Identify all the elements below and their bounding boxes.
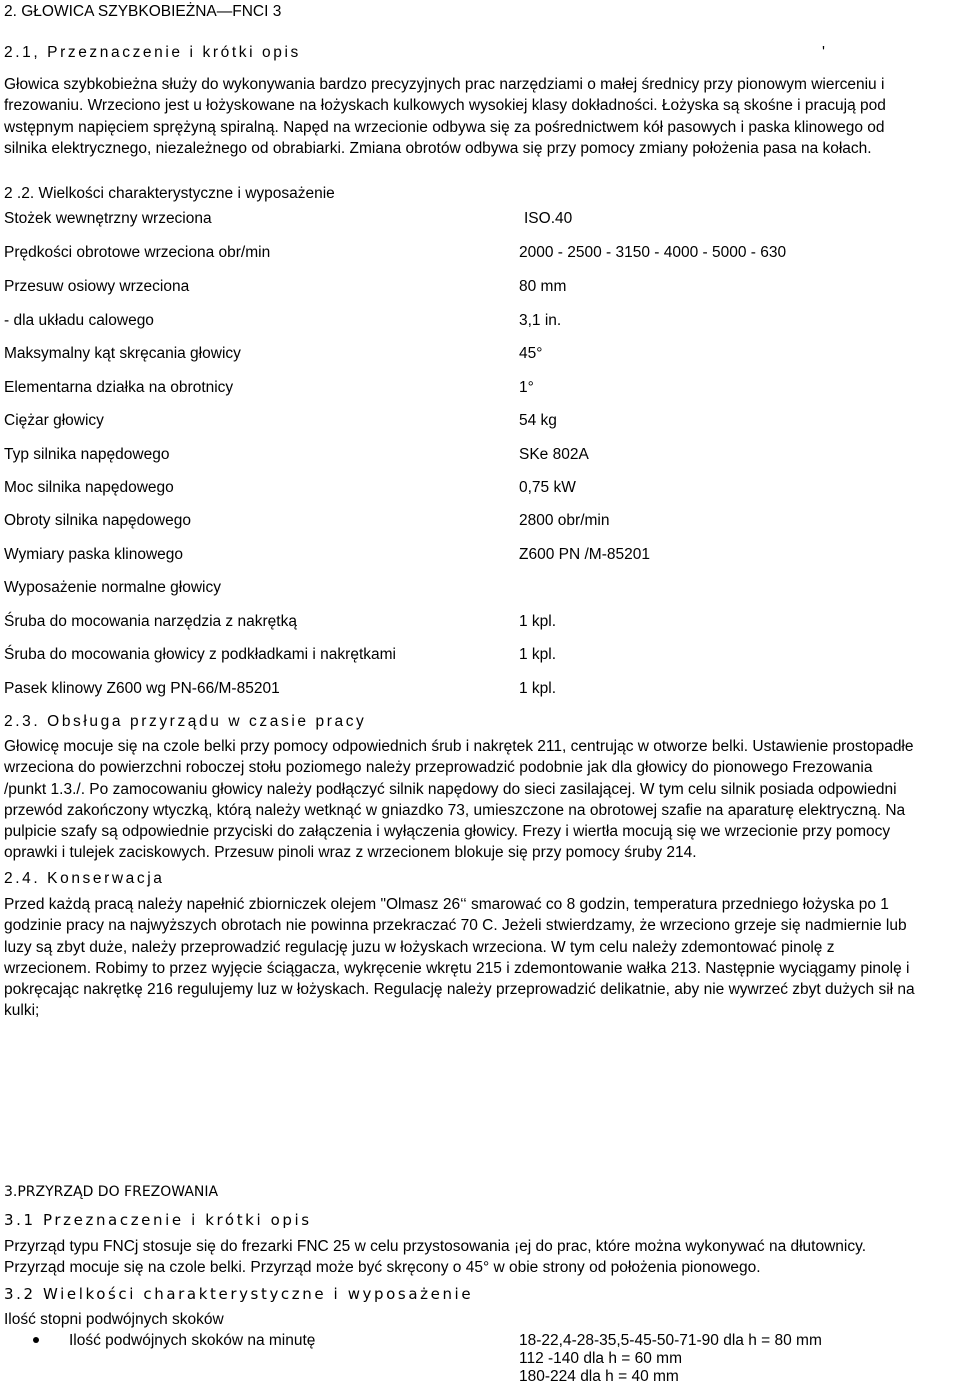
spec-label: Stożek wewnętrzny wrzeciona xyxy=(4,210,212,227)
section-heading-3: 3.PRZYRZĄD DO FREZOWANIA xyxy=(4,1184,219,1200)
spec-label: Typ silnika napędowego xyxy=(4,446,170,463)
section-title-3-2: 3.2 Wielkości charakterystyczne i wyposażenie xyxy=(4,1285,474,1303)
spec-value: 2000 - 2500 - 3150 - 4000 - 5000 - 630 xyxy=(519,244,787,261)
spec-label: Moc silnika napędowego xyxy=(4,479,174,496)
bullet-label: Ilość podwójnych skoków na minutę xyxy=(69,1332,316,1349)
spec-value: 1° xyxy=(519,379,534,396)
section-body-2-4: Przed każdą pracą należy napełnić zbiorniczek olejem "Olmasz 26‘‘ smarować co 8 godzin, temperatura przedniego łożyska po 1 godzinie pracy na najwyższych obrotach nie powinna przekraczać 70 C. Jeżeli stwierdzamy, że wrzeciono grzeje się nadmiernie lub luzy są zbyt duże, należy przeprowadzić regulację juzu w łożyskach wrzeciona. W tym celu należy zdemontować pinolę z wrzecionem. Robimy to przez wyjęcie ściągacza, wykręcenie wkrętu 215 i zdemontowanie wałka 213. Następnie wyciągamy pinolę i pokręcając nakrętkę 216 regulujemy luz w łożyskach. Regulację należy przeprowadzić delikatnie, aby nie wywrzeć zbyt dużych sił na kulki; xyxy=(4,896,915,1020)
section-subtitle-3-2: Ilość stopni podwójnych skoków xyxy=(4,1311,224,1328)
spec-label: Prędkości obrotowe wrzeciona obr/min xyxy=(4,244,271,261)
section-title-2-2: 2 .2. Wielkości charakterystyczne i wyposażenie xyxy=(4,185,335,202)
section-body-2-3: Głowicę mocuje się na czole belki przy pomocy odpowiednich śrub i nakrętek 211, centrując w otworze belki. Ustawienie prostopadłe wrzeciona do powierzchni roboczej stołu poziomego należy przeprowadzić podobnie jak dla głowicy do pionowego Frezowania /punkt 1.3./. Po zamocowaniu głowicy należy podłączyć silnik napędowy do sieci zasilającej. W tym celu silnik posiada odpowiedni przewód zakończony wtyczką, którą należy wetknąć w gniazdko 73, umieszczone na obrotowej szafie na aparaturę elektryczną. Na pulpicie szafy są odpowiednie przyciski do załączenia i wyłączenia głowicy. Frezy i wiertła mocują się we wrzecionie przy pomocy oprawki i tulejek zaciskowych. Przesuw pinoli wraz z wrzecionem blokuje się przy pomocy śruby 214. xyxy=(4,738,914,862)
spec-label: Obroty silnika napędowego xyxy=(4,512,191,529)
spec-value: ISO.40 xyxy=(524,210,573,227)
spec-value: 1 kpl. xyxy=(519,680,557,697)
bullet-value: 180-224 dla h = 40 mm xyxy=(519,1368,679,1385)
spec-label: Elementarna działka na obrotnicy xyxy=(4,379,234,396)
spec-value: 1 kpl. xyxy=(519,613,557,630)
bullet-value: 112 -140 dla h = 60 mm xyxy=(519,1350,682,1367)
bullet-icon xyxy=(33,1337,39,1343)
spec-value: 0,75 kW xyxy=(519,479,576,496)
spec-label: - dla układu calowego xyxy=(4,312,154,329)
spec-value: 1 kpl. xyxy=(519,646,557,663)
spec-value: Z600 PN /M-85201 xyxy=(519,546,650,563)
spec-label: Maksymalny kąt skręcania głowicy xyxy=(4,345,241,362)
spec-value: 3,1 in. xyxy=(519,312,562,329)
spec-label: Pasek klinowy Z600 wg PN-66/M-85201 xyxy=(4,680,280,697)
spec-value: 80 mm xyxy=(519,278,567,295)
section-title-3-1: 3.1 Przeznaczenie i krótki opis xyxy=(4,1211,312,1229)
stray-mark: ' xyxy=(822,44,825,61)
bullet-value: 18-22,4-28-35,5-45-50-71-90 dla h = 80 mm xyxy=(519,1332,822,1349)
spec-label: Wyposażenie normalne głowicy xyxy=(4,579,221,596)
spec-label: Wymiary paska klinowego xyxy=(4,546,184,563)
spec-value: 54 kg xyxy=(519,412,557,429)
spec-value: SKe 802A xyxy=(519,446,589,463)
section-heading-2: 2. GŁOWICA SZYBKOBIEŻNA—FNCI 3 xyxy=(4,3,282,20)
spec-value: 45° xyxy=(519,345,543,362)
spec-label: Przesuw osiowy wrzeciona xyxy=(4,278,190,295)
section-title-2-1: 2.1, Przeznaczenie i krótki opis xyxy=(4,44,301,61)
section-body-3-1: Przyrząd typu FNCj stosuje się do frezarki FNC 25 w celu przystosowania ¡ej do prac, które można wykonywać na dłutownicy. Przyrząd mocuje się na czole belki. Przyrząd może być skręcony o 45° w obie strony od położenia pionowego. xyxy=(4,1238,867,1277)
spec-label: Śruba do mocowania narzędzia z nakrętką xyxy=(4,613,297,630)
spec-value: 2800 obr/min xyxy=(519,512,610,529)
spec-label: Śruba do mocowania głowicy z podkładkami i nakrętkami xyxy=(4,646,396,663)
spec-label: Ciężar głowicy xyxy=(4,412,104,429)
section-title-2-4: 2.4. Konserwacja xyxy=(4,870,165,887)
section-body-2-1: Głowica szybkobieżna służy do wykonywania bardzo precyzyjnych prac narzędziami o małej średnicy przy pionowym wierceniu i frezowaniu. Wrzeciono jest u łożyskowane na łożyskach kulkowych wysokiej klasy dokładności. Łożyska są skośne i pracują pod wstępnym napięciem sprężyną spiralną. Napęd na wrzecionie odbywa się za pośrednictwem kół pasowych i paska klinowego od silnika elektrycznego, niezależnego od obrabiarki. Zmiana obrotów odbywa się przy pomocy zmiany położenia pasa na kołach. xyxy=(4,76,886,157)
section-title-2-3: 2.3. Obsługa przyrządu w czasie pracy xyxy=(4,713,367,730)
